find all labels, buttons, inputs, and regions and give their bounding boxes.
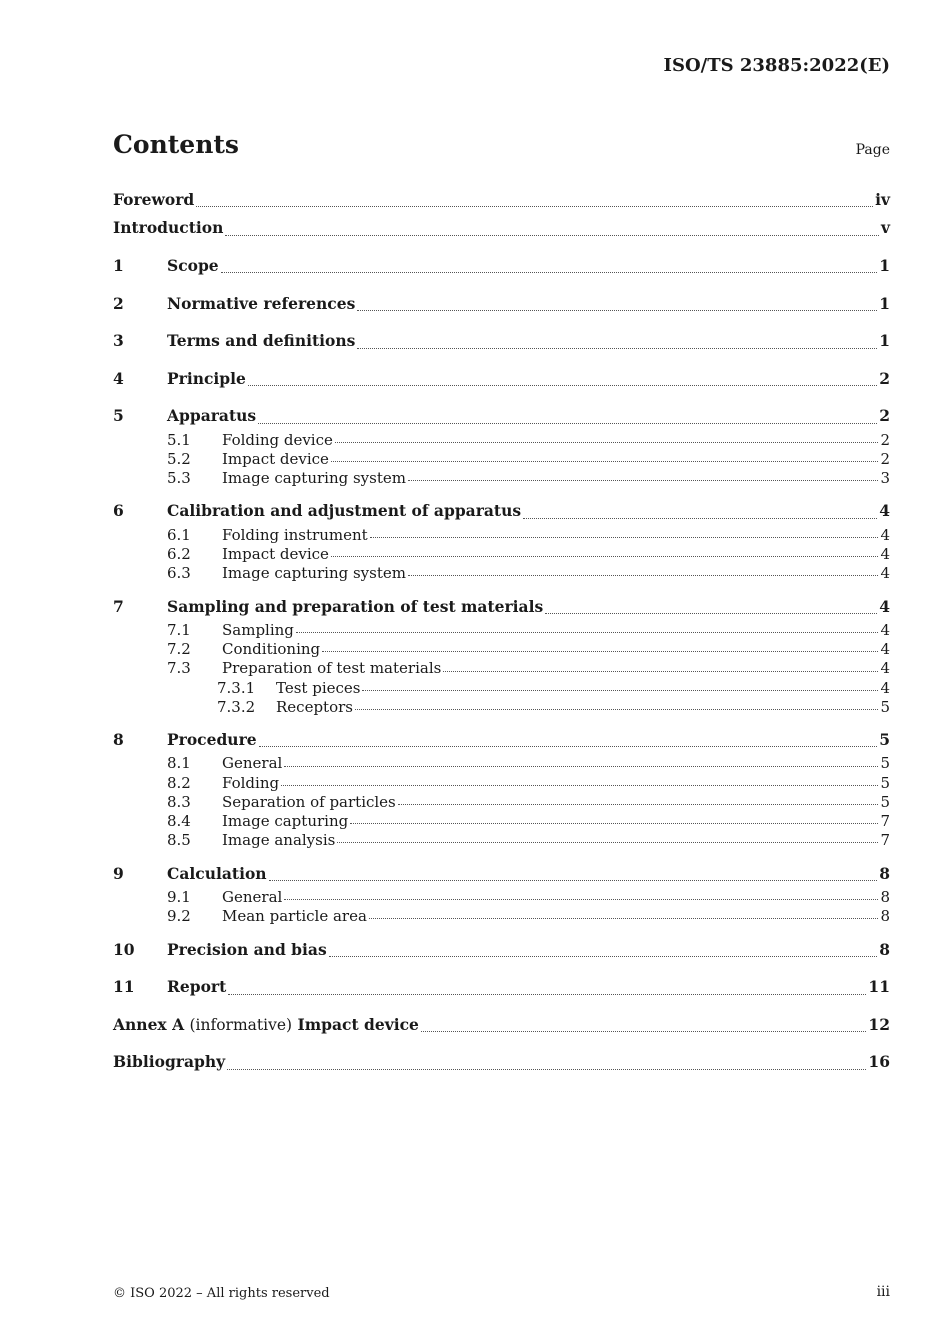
toc-entry[interactable] bbox=[113, 860, 890, 888]
toc-entry-title: General bbox=[222, 754, 283, 773]
dot-leader bbox=[322, 651, 878, 652]
toc-entry[interactable] bbox=[113, 469, 890, 488]
dot-leader bbox=[331, 556, 879, 557]
toc-entry[interactable] bbox=[113, 593, 890, 621]
toc-entry-title: Report bbox=[167, 977, 227, 997]
toc-entry-title: Sampling and preparation of test materials bbox=[167, 596, 544, 616]
toc-entry-title: Image capturing bbox=[222, 812, 349, 831]
dot-leader bbox=[357, 348, 877, 349]
toc-entry-number: 9.1 bbox=[167, 887, 191, 906]
toc-entry-number: 5 bbox=[113, 406, 124, 426]
page-title: Contents bbox=[113, 130, 240, 159]
toc-entry-title: Conditioning bbox=[222, 640, 321, 659]
dot-leader bbox=[269, 880, 878, 881]
copyright-notice: © ISO 2022 – All rights reserved bbox=[113, 1286, 330, 1301]
toc-entry-number: 7 bbox=[113, 596, 124, 616]
toc-entry-title: Terms and definitions bbox=[167, 331, 356, 351]
toc-entry-page: 4 bbox=[880, 659, 890, 678]
toc-entry-title: Impact device bbox=[222, 545, 329, 563]
toc-entry[interactable] bbox=[113, 1011, 890, 1039]
toc-entry-number: 1 bbox=[113, 255, 124, 275]
dot-leader bbox=[196, 206, 873, 207]
toc-entry-title: Calibration and adjustment of apparatus bbox=[167, 501, 522, 521]
toc-entry-page: 5 bbox=[880, 697, 890, 716]
toc-entry-page: 2 bbox=[879, 406, 890, 426]
toc-entry-title: Image analysis bbox=[222, 831, 336, 850]
dot-leader bbox=[284, 766, 878, 767]
toc-entry[interactable] bbox=[113, 1048, 890, 1076]
toc-entry-number: 7.3 bbox=[167, 659, 191, 678]
toc-entry[interactable] bbox=[113, 888, 890, 907]
toc-entry[interactable] bbox=[113, 497, 890, 525]
toc-entry[interactable] bbox=[113, 214, 890, 242]
toc-entry[interactable] bbox=[113, 402, 890, 430]
toc-entry[interactable] bbox=[113, 774, 890, 793]
toc-entry-page: 4 bbox=[880, 545, 890, 563]
toc-entry[interactable] bbox=[113, 973, 890, 1001]
toc-entry-number: 8.2 bbox=[167, 773, 191, 792]
toc-entry-page: 7 bbox=[880, 812, 890, 831]
toc-entry-number: 8.4 bbox=[167, 812, 191, 831]
dot-leader bbox=[398, 804, 879, 805]
toc-entry-number: 8.1 bbox=[167, 754, 191, 773]
toc-entry[interactable] bbox=[113, 526, 890, 545]
dot-leader bbox=[370, 537, 879, 538]
toc-entry-page: 2 bbox=[880, 430, 890, 449]
dot-leader bbox=[248, 385, 877, 386]
toc-entry[interactable] bbox=[113, 659, 890, 678]
toc-entry[interactable] bbox=[113, 545, 890, 564]
toc-entry-number: 7.3.1 bbox=[217, 678, 256, 697]
toc-entry-number: 2 bbox=[113, 293, 124, 313]
toc-entry-number: 6.1 bbox=[167, 525, 191, 544]
dot-leader bbox=[284, 899, 878, 900]
dot-leader bbox=[355, 709, 878, 710]
dot-leader bbox=[296, 632, 879, 633]
toc-entry-number: 4 bbox=[113, 368, 124, 388]
toc-entry[interactable] bbox=[113, 450, 890, 469]
dot-leader bbox=[545, 613, 877, 614]
toc-entry-page: 8 bbox=[879, 863, 890, 883]
toc-entry-page: 5 bbox=[880, 773, 890, 792]
toc-entry-page: 2 bbox=[879, 368, 890, 388]
toc-entry-title: Folding bbox=[222, 773, 280, 792]
dot-leader bbox=[228, 994, 866, 995]
toc-entry[interactable] bbox=[113, 831, 890, 850]
toc-entry[interactable] bbox=[113, 754, 890, 773]
toc-entry-page: 16 bbox=[868, 1052, 890, 1072]
toc-entry-title: Receptors bbox=[276, 697, 353, 716]
toc-entry-title: Mean particle area bbox=[222, 907, 367, 926]
toc-entry[interactable] bbox=[113, 936, 890, 964]
dot-leader bbox=[408, 480, 878, 481]
toc-entry-page: 4 bbox=[879, 501, 890, 521]
toc-entry-title: Preparation of test materials bbox=[222, 659, 442, 678]
dot-leader bbox=[421, 1031, 867, 1032]
toc-entry[interactable] bbox=[113, 431, 890, 450]
page-number: iii bbox=[876, 1284, 890, 1300]
toc-entry-page: 1 bbox=[879, 331, 890, 351]
toc-entry-page: 5 bbox=[880, 754, 890, 773]
dot-leader bbox=[357, 310, 877, 311]
toc-entry-page: 8 bbox=[880, 907, 890, 926]
toc-entry[interactable] bbox=[113, 698, 890, 717]
toc-entry-page: 2 bbox=[880, 449, 890, 468]
toc-entry-title: Precision and bias bbox=[167, 939, 327, 959]
dot-leader bbox=[523, 518, 877, 519]
annex-label: Annex A bbox=[113, 1014, 185, 1034]
toc-entry-title: Image capturing system bbox=[222, 564, 406, 583]
toc-entry-title: Impact device bbox=[222, 449, 329, 468]
dot-leader bbox=[329, 956, 878, 957]
toc-entry-number: 9.2 bbox=[167, 907, 191, 926]
toc-entry-page: 3 bbox=[880, 469, 890, 488]
toc-entry-number: 3 bbox=[113, 331, 124, 351]
toc-entry[interactable] bbox=[113, 365, 890, 393]
dot-leader bbox=[335, 442, 879, 443]
toc-entry-page: 11 bbox=[868, 977, 890, 997]
toc-entry-number: 8.3 bbox=[167, 792, 191, 811]
toc-entry-title: Test pieces bbox=[276, 678, 361, 697]
dot-leader bbox=[369, 918, 879, 919]
toc-entry-number: 8.5 bbox=[167, 831, 191, 850]
toc-entry[interactable] bbox=[113, 726, 890, 754]
toc-entry-title: Calculation bbox=[167, 863, 267, 883]
toc-entry-title: Image capturing system bbox=[222, 469, 406, 488]
toc-entry-title: Normative references bbox=[167, 293, 356, 313]
toc-entry-number: 7.3.2 bbox=[217, 697, 256, 716]
toc-entry-number: 10 bbox=[113, 939, 135, 959]
dot-leader bbox=[225, 235, 879, 236]
toc-entry-title: Foreword bbox=[113, 190, 195, 209]
toc-entry-number: 6 bbox=[113, 501, 124, 521]
toc-entry-number: 5.2 bbox=[167, 449, 191, 468]
dot-leader bbox=[331, 461, 879, 462]
toc-entry-page: 7 bbox=[880, 831, 890, 850]
toc-entry-number: 5.3 bbox=[167, 469, 191, 488]
toc-entry[interactable] bbox=[113, 327, 890, 355]
dot-leader bbox=[259, 746, 878, 747]
toc-entry-title: General bbox=[222, 887, 283, 906]
toc-entry-number: 11 bbox=[113, 977, 135, 997]
toc-entry-number: 5.1 bbox=[167, 430, 191, 449]
toc-entry-title: Principle bbox=[167, 368, 246, 388]
dot-leader bbox=[443, 671, 878, 672]
toc-entry-page: 5 bbox=[880, 792, 890, 811]
dot-leader bbox=[408, 575, 878, 576]
toc-entry-number: 7.2 bbox=[167, 640, 191, 659]
toc-entry[interactable] bbox=[113, 640, 890, 659]
toc-entry[interactable] bbox=[113, 621, 890, 640]
toc-entry-page: 8 bbox=[879, 939, 890, 959]
document-id: ISO/TS 23885:2022(E) bbox=[663, 55, 890, 76]
table-of-contents bbox=[113, 186, 890, 1077]
toc-entry-title: Folding device bbox=[222, 430, 333, 449]
toc-entry[interactable] bbox=[113, 186, 890, 214]
toc-entry-title bbox=[113, 1011, 419, 1039]
toc-entry-number: 6.2 bbox=[167, 545, 191, 563]
toc-entry-page: 1 bbox=[879, 293, 890, 313]
toc-entry-title: Introduction bbox=[113, 218, 224, 238]
toc-entry[interactable] bbox=[113, 564, 890, 583]
dot-leader bbox=[221, 272, 878, 273]
annex-title: Impact device bbox=[297, 1014, 419, 1034]
toc-entry-number: 7.1 bbox=[167, 620, 191, 639]
toc-entry-page: 12 bbox=[868, 1014, 890, 1034]
toc-entry-title: Scope bbox=[167, 255, 219, 275]
toc-entry-page: v bbox=[880, 218, 890, 238]
toc-entry-page: 4 bbox=[880, 620, 890, 639]
toc-entry[interactable] bbox=[113, 812, 890, 831]
dot-leader bbox=[337, 842, 878, 843]
toc-entry[interactable] bbox=[113, 793, 890, 812]
toc-entry-number: 9 bbox=[113, 863, 124, 883]
toc-entry-title: Separation of particles bbox=[222, 792, 396, 811]
toc-entry-title: Bibliography bbox=[113, 1052, 226, 1072]
toc-entry-page: 8 bbox=[880, 887, 890, 906]
toc-entry-page: 5 bbox=[879, 730, 890, 750]
toc-entry-title: Procedure bbox=[167, 730, 257, 750]
toc-entry-number: 6.3 bbox=[167, 564, 191, 583]
dot-leader bbox=[362, 690, 878, 691]
toc-entry-page: 4 bbox=[880, 678, 890, 697]
dot-leader bbox=[227, 1069, 866, 1070]
toc-entry-title: Folding instrument bbox=[222, 525, 368, 544]
toc-entry-page: 4 bbox=[879, 596, 890, 616]
toc-entry[interactable] bbox=[113, 907, 890, 926]
annex-note: (informative) bbox=[189, 1015, 293, 1034]
toc-entry[interactable] bbox=[113, 679, 890, 698]
toc-entry-page: 1 bbox=[879, 255, 890, 275]
toc-entry[interactable] bbox=[113, 252, 890, 280]
toc-entry-page: 4 bbox=[880, 525, 890, 544]
toc-entry-title: Apparatus bbox=[167, 406, 257, 426]
toc-entry[interactable] bbox=[113, 290, 890, 318]
dot-leader bbox=[350, 823, 878, 824]
toc-entry-title: Sampling bbox=[222, 620, 294, 639]
dot-leader bbox=[281, 785, 878, 786]
toc-entry-number: 8 bbox=[113, 730, 124, 750]
toc-entry-page: 4 bbox=[880, 640, 890, 659]
toc-entry-page: 4 bbox=[880, 564, 890, 583]
dot-leader bbox=[258, 423, 877, 424]
page-column-label: Page bbox=[855, 142, 890, 158]
toc-entry-page: iv bbox=[875, 190, 890, 209]
